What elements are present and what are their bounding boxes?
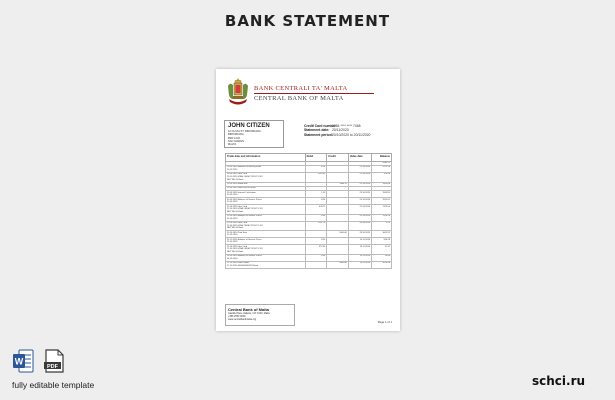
table-cell-credit xyxy=(327,254,349,261)
table-cell-debit: 8.24 xyxy=(305,214,327,221)
table-cell-debit: 8.24 xyxy=(305,198,327,205)
page-number: Page 1 of 1 xyxy=(377,320,392,324)
table-cell-balance: 994.28 xyxy=(372,238,392,245)
table-cell-info: 20.10.2020 Billed sale xyxy=(226,182,306,186)
column-header: Balance xyxy=(372,154,392,162)
table-cell-balance: 1013.68 xyxy=(372,261,392,268)
info-label: Statement date: xyxy=(304,128,330,133)
file-type-icons xyxy=(12,349,68,373)
table-cell-credit xyxy=(327,205,349,215)
table-cell-debit: 8.24 xyxy=(305,238,327,245)
footer-phone: +356 2550 0000 xyxy=(228,314,246,318)
table-cell-info: 25.10.2020 Giro Card 25.10.2020 VISA/ OBJECTION TO NO NET WK 00 Bank xyxy=(226,205,306,215)
table-cell-credit xyxy=(327,191,349,198)
table-row xyxy=(226,261,392,268)
bank-name-english: CENTRAL BANK OF MALTA xyxy=(254,95,344,102)
table-cell-debit: 1.23 xyxy=(305,191,327,198)
bank-footer xyxy=(225,304,295,326)
table-cell-info: 25.10.2020 Giro Card 25.10.2020 VISA/ OBJECTION TO NO NET WK 00 Bank xyxy=(226,221,306,231)
table-cell-value-date: 10.11.2020 xyxy=(348,238,371,245)
table-cell-debit: 8.14 xyxy=(305,165,327,172)
word-icon-letter: W xyxy=(14,356,24,367)
table-cell-info: 20.10.2020 Balance of service prices 20.11.2020 xyxy=(226,165,306,172)
table-cell-balance: 1122.50 xyxy=(372,205,392,215)
table-cell-value-date: 19.11.2020 xyxy=(348,254,371,261)
table-cell-info: 25.11.2020 Balance of Service Prices 26.10.2020 xyxy=(226,238,306,245)
table-cell-value-date: 26.10.2020 xyxy=(348,221,371,231)
table-cell-debit: 8.24 xyxy=(305,254,327,261)
table-row xyxy=(226,172,392,182)
bank-name-maltese: BANK CENTRALI TA' MALTA xyxy=(254,85,348,92)
table-cell-balance: 1563.85 xyxy=(372,191,392,198)
table-cell-balance: 2572.58 xyxy=(372,165,392,172)
crest-icon xyxy=(226,77,250,107)
address-line: BKR 1234 xyxy=(228,136,240,140)
table-row xyxy=(226,198,392,205)
transactions-body xyxy=(226,161,392,268)
table-cell-value-date: 28.10.2020 xyxy=(348,231,371,238)
table-cell-debit: 433.11 xyxy=(305,205,327,215)
table-cell-balance: 13.68 xyxy=(372,254,392,261)
table-cell-debit xyxy=(305,231,327,238)
table-cell-info: 26.10.2020 Balance of Service Prices 26.10.2020 xyxy=(226,254,306,261)
address-line: MALTA xyxy=(228,143,237,147)
table-cell-debit: 972.36 xyxy=(305,245,327,255)
table-row xyxy=(226,238,392,245)
table-cell-debit xyxy=(305,261,327,268)
column-header: Value date xyxy=(348,154,371,162)
table-cell-info: 20.10.2020 Interest Calculation 20.10.2020 xyxy=(226,191,306,198)
info-label: Credit Card number: xyxy=(304,124,337,128)
statement-document xyxy=(216,69,400,331)
bank-name-divider xyxy=(254,93,374,94)
table-cell-info: 20.10.2020 Balance of Service Prices 20.10.2020 xyxy=(226,198,306,205)
brand-watermark: schci.ru xyxy=(532,374,586,388)
table-cell-value-date: 21.10.2020 xyxy=(348,165,371,172)
table-cell-value-date: 23.10.2020 xyxy=(348,191,371,198)
table-row xyxy=(226,231,392,238)
table-header-row xyxy=(226,154,392,162)
table-cell-debit: 2195.62 xyxy=(305,172,327,182)
table-cell-value-date: 21.10.2020 xyxy=(348,172,371,182)
info-value: 1234 **** **** 7468 xyxy=(332,124,361,128)
table-cell-credit xyxy=(327,198,349,205)
table-cell-info: 25.10.2020 Balance of Service Prices 25.10.2020 xyxy=(226,214,306,221)
table-cell-credit xyxy=(327,214,349,221)
table-row xyxy=(226,205,392,215)
table-cell-value-date: 25.10.2020 xyxy=(348,205,371,215)
table-row xyxy=(226,245,392,255)
customer-name: JOHN CITIZEN xyxy=(228,123,270,129)
table-cell-info: 20.10.2020 Direct 0078976968 xyxy=(226,186,306,190)
transactions-table xyxy=(225,153,392,269)
footer-website: www.centralbankmalta.org xyxy=(228,317,257,321)
info-value: 20/10/2020 to 20/11/2020 xyxy=(332,132,371,137)
footer-address: Castille Place Valletta, VLT 1060, Malta xyxy=(228,311,270,315)
table-row xyxy=(226,254,392,261)
table-cell-value-date: 18.11.2020 xyxy=(348,245,371,255)
statement-info xyxy=(304,124,396,137)
table-cell-info: 27.10.2020 Direct Debit 27.11.2020 0000000042025 Bank xyxy=(226,261,306,268)
address-line: BIRKIRKARA xyxy=(228,133,244,137)
address-line: SAN GWANN xyxy=(228,139,244,143)
table-cell-info: 25.10.2020 Giro Card 25.10.2020 VISA/ OBJECTION TO NO NET WK 00 Bank xyxy=(226,245,306,255)
table-cell-balance: 2.52 xyxy=(372,221,392,231)
table-cell-credit xyxy=(327,238,349,245)
table-cell-balance: 1565.08 xyxy=(372,182,392,186)
info-label: Statement period: xyxy=(304,132,333,137)
table-cell-balance: 1114.26 xyxy=(372,214,392,221)
customer-address xyxy=(224,120,284,148)
column-header: Trade date and information xyxy=(226,154,306,162)
pdf-icon-label: PDF xyxy=(47,363,58,370)
table-cell-credit xyxy=(327,245,349,255)
table-cell-credit: 1000.00 xyxy=(327,261,349,268)
table-row xyxy=(226,165,392,172)
column-header: Credit xyxy=(327,154,349,162)
column-header: Debit xyxy=(305,154,327,162)
address-line: 10 OLIVIA ST, BIRKIRKARA xyxy=(228,130,261,133)
table-cell-credit: 1000.00 xyxy=(327,231,349,238)
page-title: BANK STATEMENT xyxy=(224,12,391,30)
bank-header xyxy=(226,77,391,109)
table-cell-value-date: 22.10.2020 xyxy=(348,182,371,186)
table-row xyxy=(226,221,392,231)
table-row xyxy=(226,214,392,221)
tagline: fully editable template xyxy=(12,380,95,390)
table-cell-balance: 1555.61 xyxy=(372,198,392,205)
table-cell-credit xyxy=(327,172,349,182)
footer-bank-name: Central Bank of Malta xyxy=(228,306,269,312)
table-cell-balance: 21.92 xyxy=(372,245,392,255)
table-cell-balance: 1002.52 xyxy=(372,231,392,238)
table-cell-credit: 1188.12 xyxy=(327,182,349,186)
table-cell-credit xyxy=(327,165,349,172)
info-value: 20/11/2020 xyxy=(332,128,349,133)
table-cell-balance: 376.96 xyxy=(372,172,392,182)
pdf-file-icon xyxy=(43,349,65,373)
table-row xyxy=(226,191,392,198)
table-cell-value-date: 20.11.2020 xyxy=(348,261,371,268)
table-cell-info: 25.10.2020 Paid Sent 25.10.2020 xyxy=(226,231,306,238)
table-cell-credit xyxy=(327,221,349,231)
word-file-icon xyxy=(12,349,34,373)
table-cell-debit: 1111.74 xyxy=(305,221,327,231)
table-cell-value-date: 25.10.2020 xyxy=(348,214,371,221)
table-cell-value-date: 23.10.2020 xyxy=(348,198,371,205)
table-cell-info: 20.10.2020 Giro Card 20.11.2020 VISA/ OBJECTION TO NO NET WK 00 Bank xyxy=(226,172,306,182)
statement-period-row xyxy=(304,133,396,137)
table-cell-balance: 2580.72 xyxy=(372,161,392,165)
